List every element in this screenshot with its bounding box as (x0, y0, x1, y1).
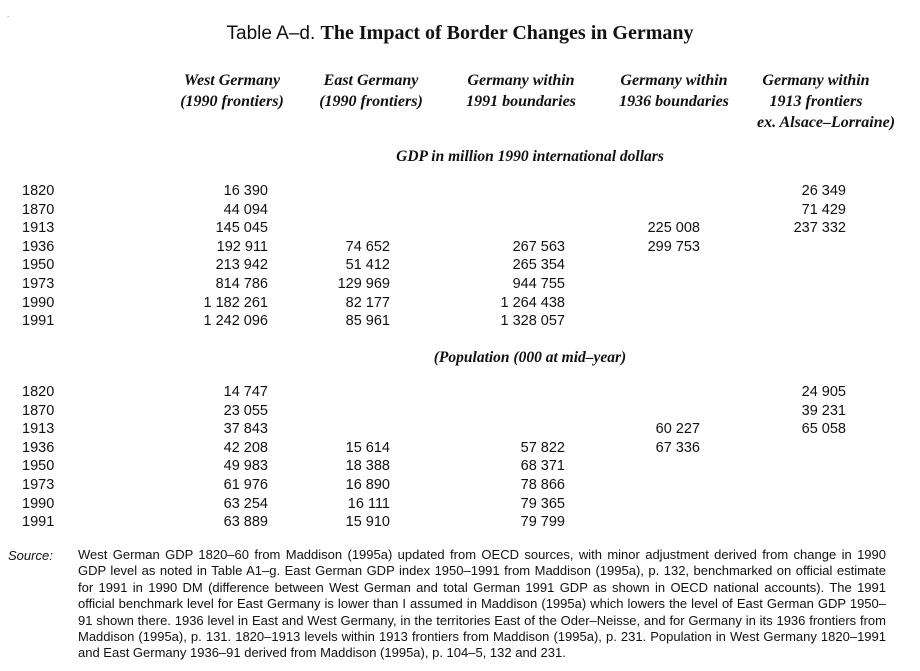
table-cell: 23 055 (223, 402, 268, 419)
table-cell: 78 866 (520, 477, 565, 493)
table-cell: 944 755 (512, 276, 565, 292)
section-heading: (Population (000 at mid–year) (433, 349, 627, 366)
table-cell: 16 390 (223, 183, 268, 199)
table-cell: 63 254 (223, 495, 268, 512)
row-year: 1936 (22, 238, 55, 255)
table-cell: 14 747 (223, 384, 268, 400)
row-year: 1913 (22, 220, 55, 237)
column-header-line: East Germany (323, 72, 419, 89)
source-note: West German GDP 1820–60 from Maddison (1995a) updated from OECD sources, with minor adjustment derived from change in 1990 GDP level as noted in Table A1–g. East German GDP index 1950–1991 from Maddison (1995a), p. 132, benchmarked on official estimate for 1991 in 1990 DM (difference between West German and total German 1991 GDP as shown in OECD national accounts). The 1991 official benchmark level for East Germany is lower than I assumed in Maddison (1995a) which lowers the level of East German GDP 1950–91 shown there. 1936 level in East and West Germany, in the territories East of the Oder–Neisse, and for Germany in its 1936 frontiers from Maddison (1995a), p. 131. 1820–1913 levels within 1913 frontiers from Maddison (1995a), p. 231. Population in West Germany 1820–1991 and East Germany 1936–91 derived from Maddison (1995a), p. 104–5, 132 and 231. (78, 547, 886, 661)
row-year: 1973 (22, 276, 55, 292)
table-cell: 49 983 (223, 458, 268, 475)
column-header-line: Germany within (467, 72, 575, 89)
table-cell: 16 890 (345, 477, 390, 493)
table-cell: 63 889 (223, 514, 268, 531)
table-cell: 24 905 (801, 384, 846, 400)
column-header-line: (1990 frontiers) (319, 93, 423, 110)
column-header-line: 1936 boundaries (619, 93, 729, 110)
row-year: 1870 (22, 201, 55, 218)
table-cell: 1 242 096 (203, 313, 268, 330)
column-header-line: 1991 boundaries (466, 93, 576, 110)
row-year: 1973 (22, 477, 55, 493)
table-cell: 15 614 (345, 439, 390, 456)
column-header-line: West Germany (183, 72, 281, 89)
table-cell: 37 843 (223, 421, 268, 438)
table-cell: 814 786 (215, 276, 268, 292)
table-cell: 16 111 (347, 495, 390, 512)
table-cell: 265 354 (512, 257, 565, 274)
table-cell: 44 094 (223, 201, 268, 218)
table-cell: 39 231 (801, 402, 846, 419)
section-heading: GDP in million 1990 international dollars (396, 148, 664, 165)
row-year: 1870 (22, 402, 55, 419)
title-main: The Impact of Border Changes in Germany (320, 22, 694, 44)
table-cell: 60 227 (655, 421, 700, 438)
table-cell: 68 371 (520, 458, 565, 475)
row-year: 1950 (22, 257, 55, 274)
table-cell: 61 976 (223, 477, 268, 493)
table-cell: 129 969 (337, 276, 390, 292)
table-cell: 51 412 (345, 257, 390, 274)
table-cell: 67 336 (655, 439, 700, 456)
column-header-line: 1913 frontiers (769, 93, 863, 110)
table-cell: 18 388 (345, 458, 390, 475)
row-year: 1913 (22, 421, 55, 438)
table-cell: 57 822 (520, 439, 565, 456)
table-cell: 71 429 (801, 201, 846, 218)
table-title (0, 22, 920, 45)
row-year: 1991 (22, 313, 55, 330)
table-cell: 192 911 (216, 238, 268, 255)
table-cell: 1 182 261 (203, 294, 268, 311)
table-cell: 74 652 (345, 238, 390, 255)
row-year: 1820 (22, 384, 55, 400)
table-cell: 237 332 (793, 220, 846, 237)
table-cell: 26 349 (801, 183, 846, 199)
table-cell: 1 264 438 (500, 294, 565, 311)
table-cell: 79 365 (520, 495, 565, 512)
row-year: 1990 (22, 495, 55, 512)
column-header-line: ex. Alsace–Lorraine) (756, 114, 896, 131)
table-cell: 1 328 057 (500, 313, 565, 330)
source-label: Source: (8, 548, 53, 563)
column-header-line: Germany within (620, 72, 728, 89)
row-year: 1820 (22, 183, 55, 199)
table-cell: 79 799 (520, 514, 565, 531)
table-cell: 15 910 (345, 514, 390, 531)
row-year: 1936 (22, 439, 55, 456)
table-cell: 299 753 (647, 238, 700, 255)
table-cell: 85 961 (345, 313, 390, 330)
table-cell: 267 563 (512, 238, 565, 255)
row-year: 1991 (22, 514, 55, 531)
column-header-line: Germany within (762, 72, 870, 89)
title-prefix: Table A–d. (226, 23, 316, 44)
row-year: 1990 (22, 294, 55, 311)
stray-mark: . (7, 10, 10, 19)
table-cell: 65 058 (801, 421, 846, 438)
row-year: 1950 (22, 458, 55, 475)
table-cell: 42 208 (223, 439, 268, 456)
table-cell: 225 008 (647, 220, 700, 237)
column-header-line: (1990 frontiers) (180, 93, 284, 110)
table-cell: 82 177 (345, 294, 390, 311)
table-cell: 213 942 (215, 257, 268, 274)
table-cell: 145 045 (215, 220, 268, 237)
